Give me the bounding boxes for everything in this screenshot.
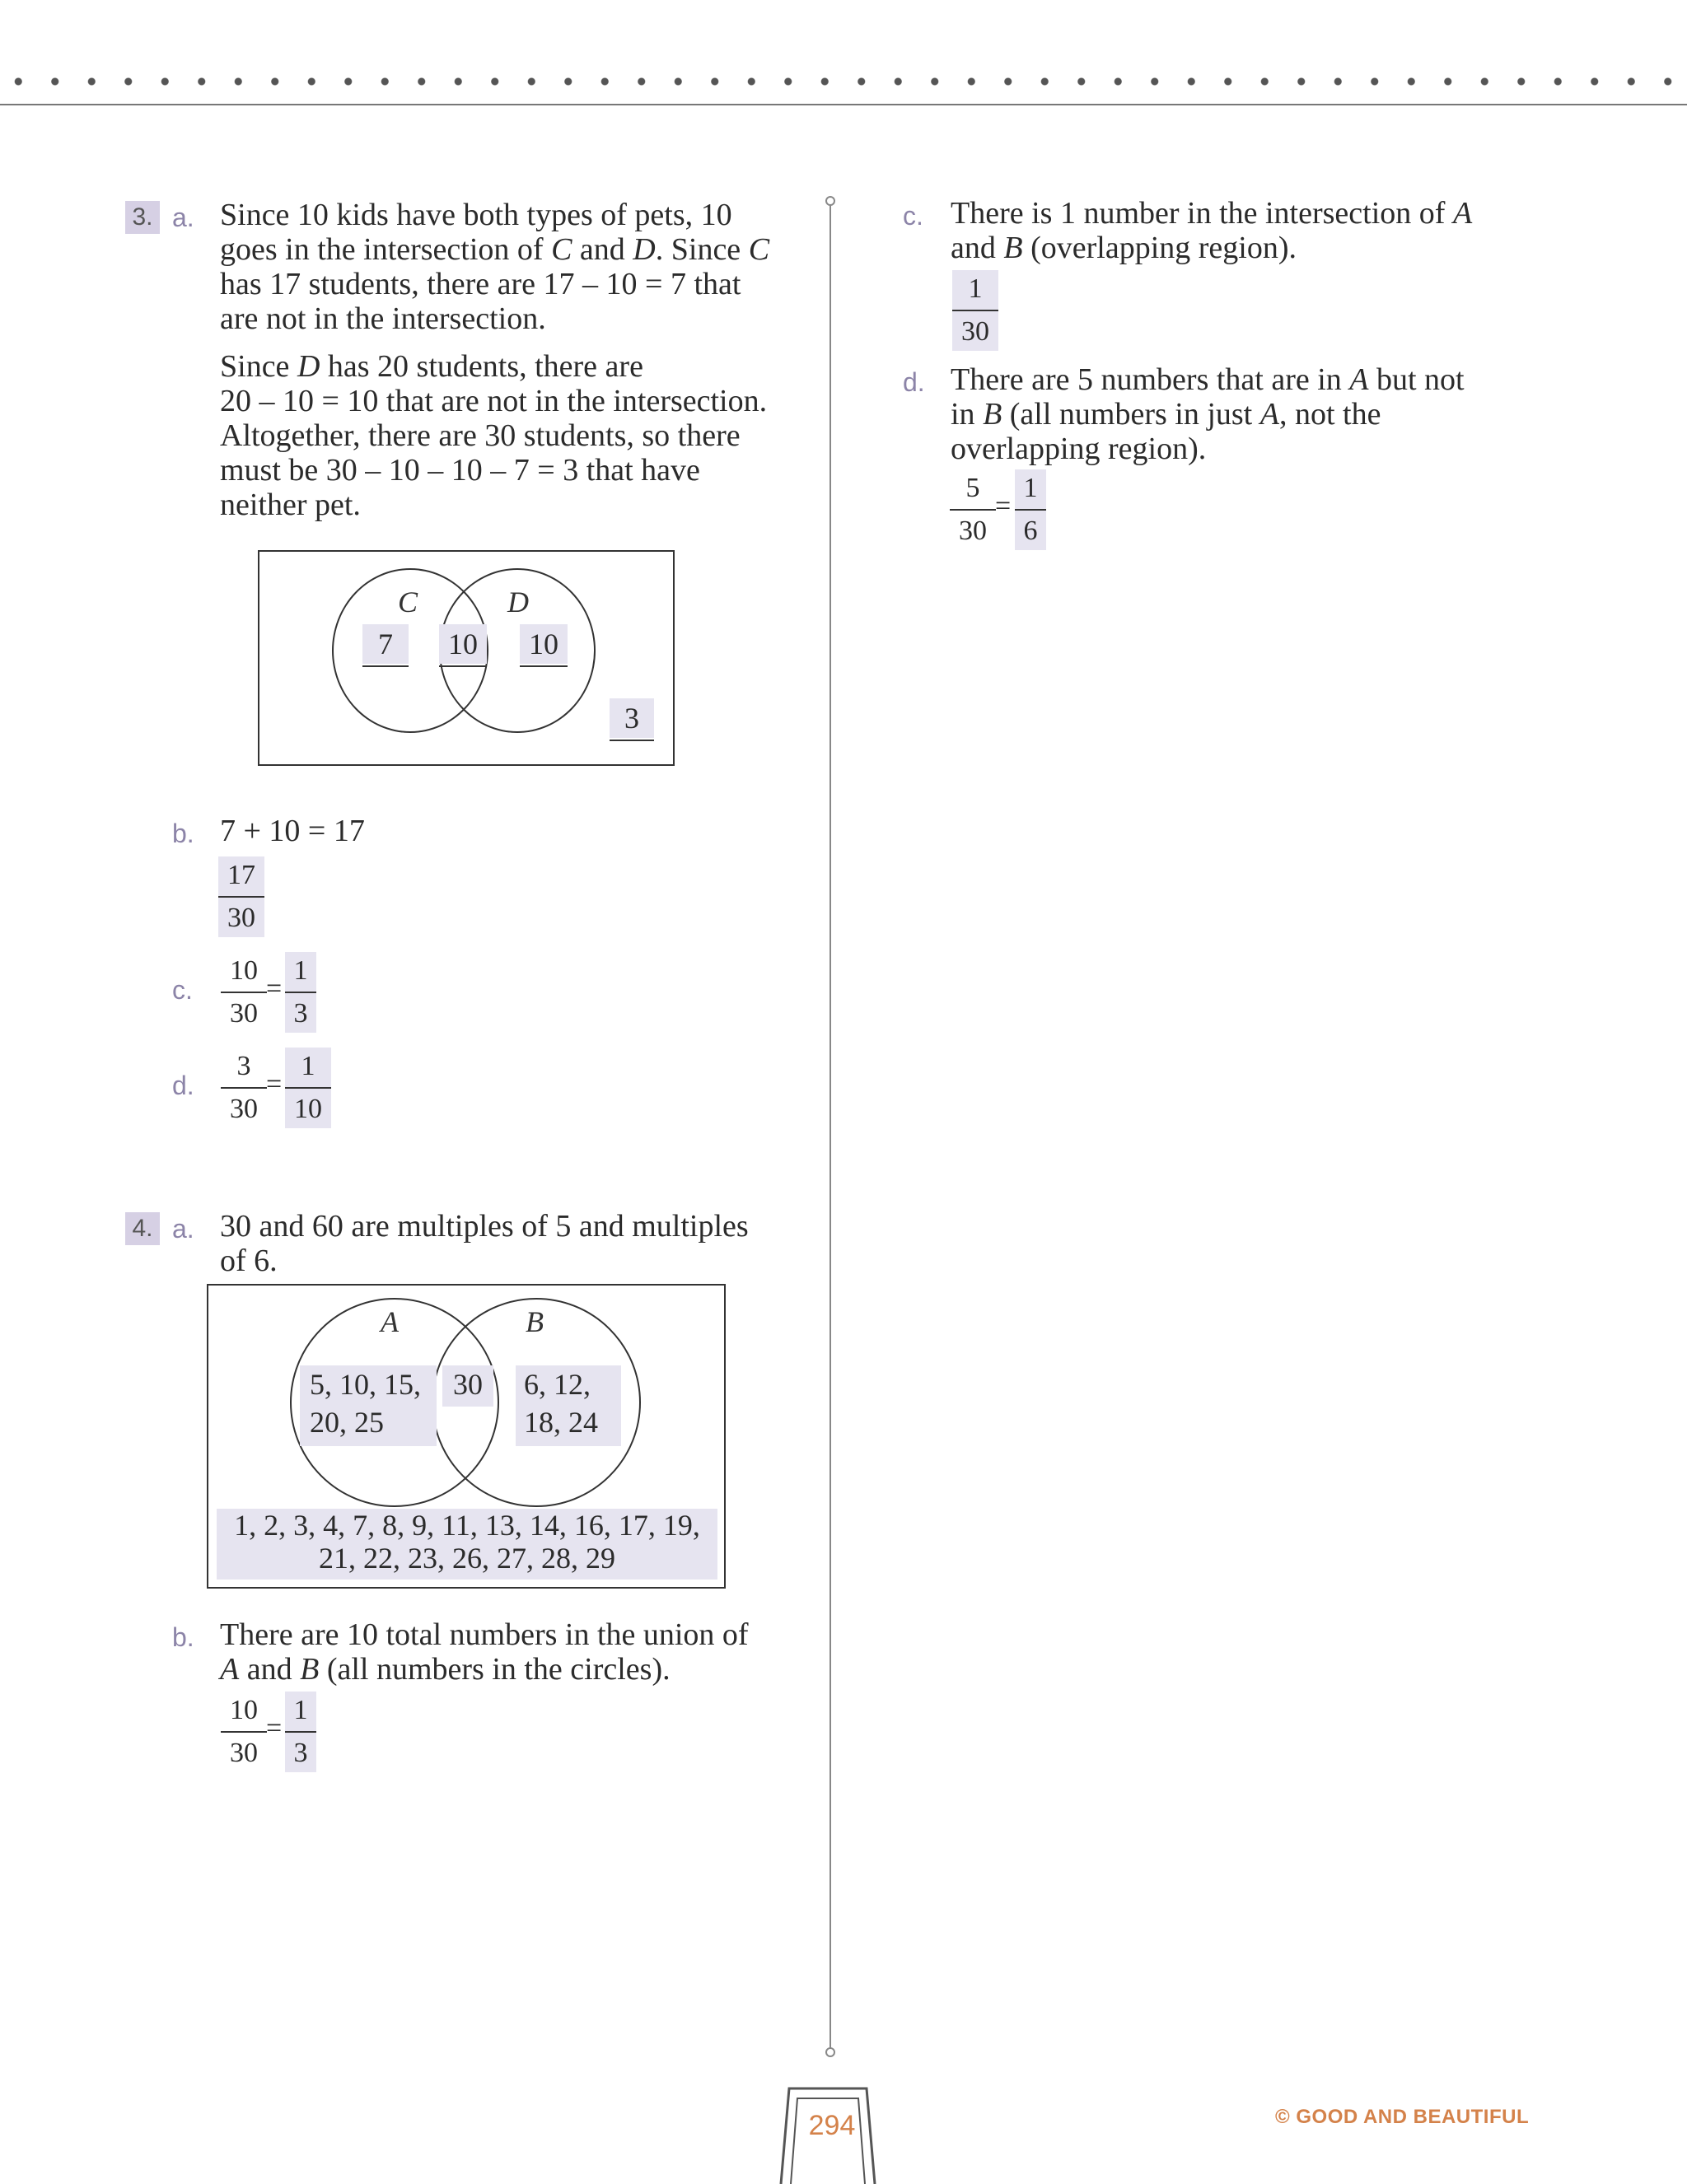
- problem-3b-fraction: 17 30: [218, 856, 264, 937]
- problem-4d-label: d.: [903, 367, 925, 397]
- problem-3d-fraction-2: 1 10: [285, 1048, 331, 1128]
- venn-d-only-underline: [520, 665, 568, 667]
- problem-4b-text: There are 10 total numbers in the union of A and B (all numbers in the circles).: [220, 1617, 749, 1687]
- problem-3d-fraction-1: 3 30: [221, 1048, 267, 1128]
- problem-4b-equals: =: [266, 1713, 283, 1743]
- problem-3a-paragraph-1: Since 10 kids have both types of pets, 10 goes in the intersection of C and D. Since C has 17 students, there are 17 – 10 = 7 that are not in the intersection.: [220, 198, 770, 336]
- problem-4c-fraction: 1 30: [952, 270, 998, 351]
- problem-4b-label: b.: [172, 1622, 194, 1652]
- problem-4d-equals: =: [995, 491, 1012, 521]
- problem-3b-expression: 7 + 10 = 17: [220, 814, 365, 848]
- problem-3c-fraction-1: 10 30: [221, 952, 267, 1033]
- problem-4d-fraction-1: 5 30: [950, 469, 996, 550]
- problem-4d-fraction-2: 1 6: [1015, 469, 1046, 550]
- page-number: 294: [808, 2110, 856, 2141]
- problem-3a-label: a.: [172, 203, 194, 232]
- venn-c-only-value: 7: [362, 624, 409, 664]
- problem-3d-equals: =: [266, 1069, 283, 1099]
- divider-top-knob: [825, 196, 835, 206]
- header-dot-border: [0, 76, 1687, 87]
- problem-3b-label: b.: [172, 819, 194, 848]
- problem-3d-label: d.: [172, 1071, 194, 1100]
- problem-4a-label: a.: [172, 1214, 194, 1244]
- divider-bottom-knob: [825, 2047, 835, 2057]
- venn-d-only-value: 10: [520, 624, 568, 664]
- problem-4c-text: There is 1 number in the intersection of A and B (overlapping region).: [951, 196, 1473, 265]
- venn-a-only-values: 5, 10, 15, 20, 25: [300, 1365, 437, 1446]
- venn-b-label: B: [526, 1305, 544, 1338]
- problem-3c-fraction-2: 1 3: [285, 952, 316, 1033]
- venn-c-only-underline: [362, 665, 409, 667]
- problem-3-number: 3.: [125, 201, 160, 234]
- problem-4c-label: c.: [903, 201, 923, 231]
- problem-4a-text: 30 and 60 are multiples of 5 and multiples of 6.: [220, 1209, 749, 1278]
- header-rule: [0, 104, 1687, 105]
- venn-d-label: D: [507, 586, 529, 618]
- problem-4d-text: There are 5 numbers that are in A but not in B (all numbers in just A, not the overlapping region).: [951, 362, 1465, 466]
- venn-both-value: 10: [439, 624, 487, 664]
- problem-3c-equals: =: [266, 973, 283, 1004]
- problem-3c-label: c.: [172, 975, 193, 1005]
- venn-ab-both-value: 30: [442, 1365, 493, 1407]
- column-divider: [829, 201, 831, 2052]
- venn-neither-value: 3: [610, 698, 654, 738]
- venn-b-only-values: 6, 12, 18, 24: [516, 1365, 621, 1446]
- venn-c-label: C: [398, 586, 418, 618]
- problem-3a-paragraph-2: Since D has 20 students, there are 20 – 10 = 10 that are not in the intersection. Altogether, there are 30 students, so there must be 30 – 10 – 10 – 7 = 3 that have neither pet.: [220, 349, 768, 522]
- venn-a-label: A: [381, 1305, 399, 1338]
- copyright-text: © GOOD AND BEAUTIFUL: [1275, 2106, 1530, 2128]
- problem-4b-fraction-1: 10 30: [221, 1692, 267, 1772]
- venn-ab-outside-values: 1, 2, 3, 4, 7, 8, 9, 11, 13, 14, 16, 17, 19, 21, 22, 23, 26, 27, 28, 29: [217, 1509, 717, 1580]
- problem-4-number: 4.: [125, 1212, 160, 1245]
- venn-both-underline: [439, 665, 487, 667]
- problem-4b-fraction-2: 1 3: [285, 1692, 316, 1772]
- venn-neither-underline: [610, 740, 654, 741]
